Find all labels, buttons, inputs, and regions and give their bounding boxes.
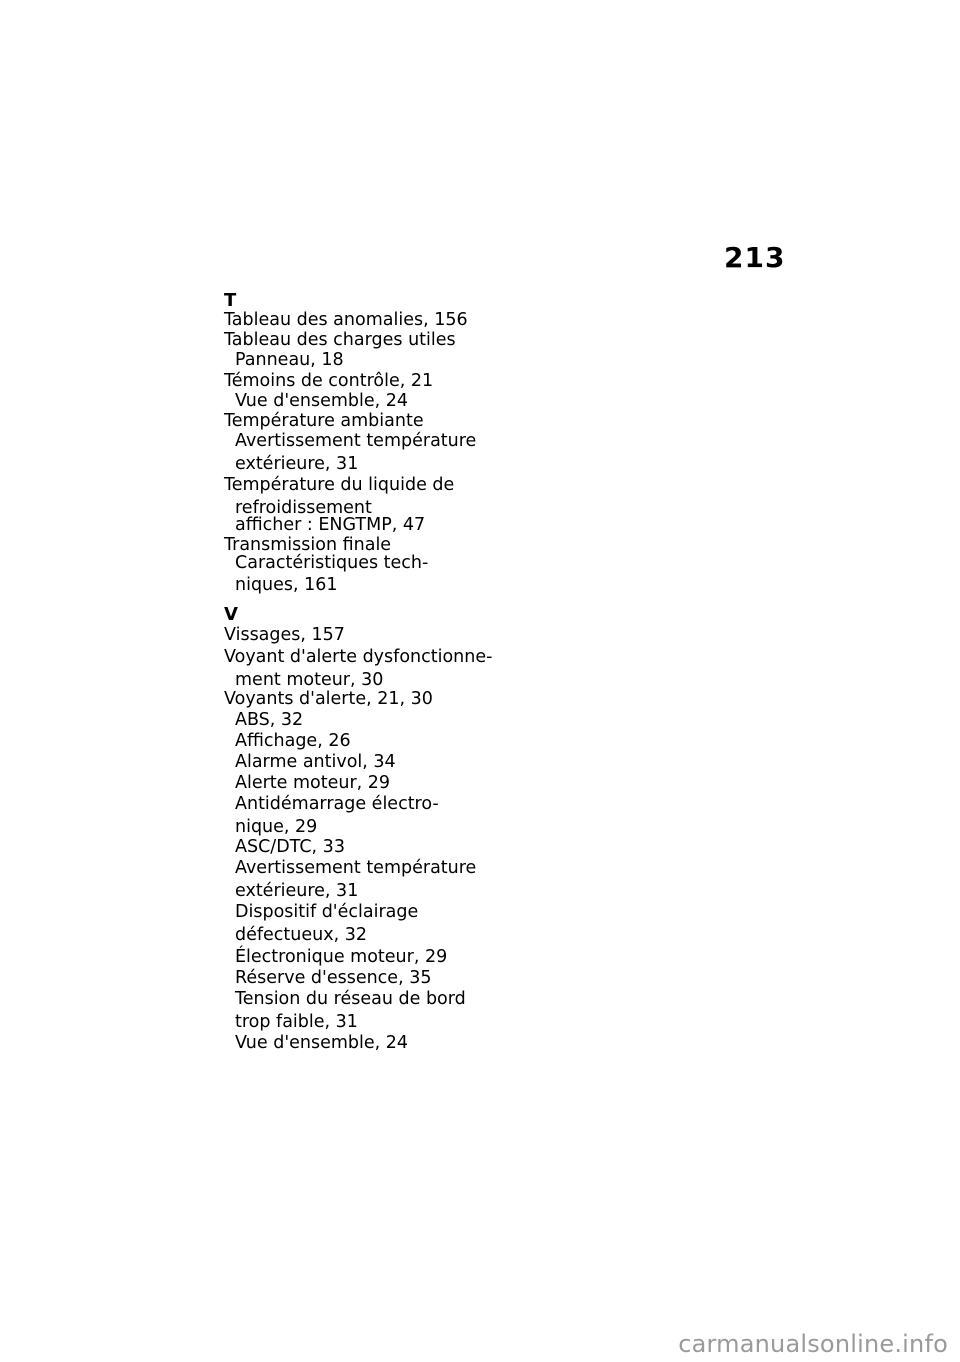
index-subentry: ASC/DTC, 33 <box>235 837 345 857</box>
index-entry: Température ambiante <box>224 411 424 431</box>
index-subentry: Alarme antivol, 34 <box>235 752 396 772</box>
index-entry: Tableau des anomalies, 156 <box>224 310 468 330</box>
page-number: 213 <box>724 241 786 274</box>
section-letter-t: T <box>224 290 237 311</box>
index-entry: Vissages, 157 <box>224 625 345 645</box>
index-subentry: Réserve d'essence, 35 <box>235 968 432 988</box>
index-subentry: Alerte moteur, 29 <box>235 773 391 793</box>
index-subentry: afficher : ENGTMP, 47 <box>235 515 426 535</box>
index-entry: Température du liquide de <box>224 475 455 495</box>
index-subentry: refroidissement <box>235 498 372 518</box>
index-entry: Voyant d'alerte dysfonctionne- <box>224 647 493 667</box>
index-subentry: Vue d'ensemble, 24 <box>235 391 409 411</box>
index-subentry: Affichage, 26 <box>235 731 351 751</box>
index-subentry: Avertissement température <box>235 431 477 451</box>
index-subentry: Antidémarrage électro- <box>235 794 439 814</box>
watermark: carmanualsonline.info <box>678 1330 948 1358</box>
index-subentry: extérieure, 31 <box>235 454 359 474</box>
index-entry: Voyants d'alerte, 21, 30 <box>224 689 433 709</box>
index-subentry: Caractéristiques tech- <box>235 553 429 573</box>
index-subentry: ABS, 32 <box>235 710 304 730</box>
index-entry: Témoins de contrôle, 21 <box>224 371 434 391</box>
index-entry: Tableau des charges utiles <box>224 330 456 350</box>
index-subentry: Dispositif d'éclairage <box>235 902 419 922</box>
index-subentry: défectueux, 32 <box>235 925 367 945</box>
index-subentry: niques, 161 <box>235 575 338 595</box>
index-subentry: Tension du réseau de bord <box>235 989 466 1009</box>
index-entry: Transmission finale <box>224 535 392 555</box>
index-subentry: Panneau, 18 <box>235 350 344 370</box>
index-subentry: Vue d'ensemble, 24 <box>235 1033 409 1053</box>
index-subentry: extérieure, 31 <box>235 881 359 901</box>
index-subentry: Électronique moteur, 29 <box>235 947 448 967</box>
index-subentry: ment moteur, 30 <box>235 670 384 690</box>
index-subentry: Avertissement température <box>235 858 477 878</box>
index-subentry: trop faible, 31 <box>235 1012 358 1032</box>
index-subentry: nique, 29 <box>235 817 318 837</box>
section-letter-v: V <box>224 604 238 625</box>
